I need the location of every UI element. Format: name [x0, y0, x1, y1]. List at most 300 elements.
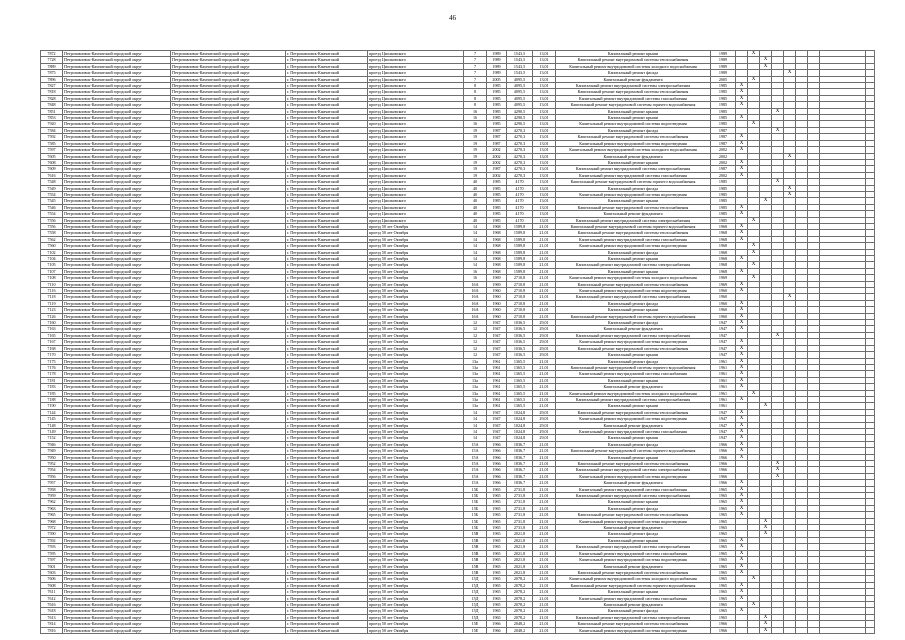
street-cell: проезд 50 лет Октября: [368, 236, 464, 242]
period-cell: 1947: [711, 320, 736, 326]
row-id-cell: 7816: [41, 627, 63, 633]
district-cell: Петропавловск-Камчатский городской округ: [63, 525, 171, 531]
house-cell: 15Б: [464, 499, 487, 505]
year-cell: 1965: [487, 569, 507, 575]
work-type-cell: Капитальный ремонт внутридомовой системы холодного водоснабжения: [556, 275, 711, 281]
mark-cell: X: [736, 422, 748, 428]
house-cell: 16: [464, 108, 487, 114]
city-cell: г. Петропавловск-Камчатский: [286, 550, 368, 556]
period-cell: 1985: [711, 95, 736, 101]
district-cell: Петропавловск-Камчатский городской округ: [63, 473, 171, 479]
street-cell: проезд 50 лет Октября: [368, 608, 464, 614]
street-cell: проезд 50 лет Октября: [368, 518, 464, 524]
city-cell: г. Петропавловск-Камчатский: [286, 191, 368, 197]
city-cell: г. Петропавловск-Камчатский: [286, 582, 368, 588]
district-cell: Петропавловск-Камчатский городской округ: [63, 576, 171, 582]
price-cell: 21,01: [533, 569, 556, 575]
work-type-cell: Капитальный ремонт внутридомовой системы горячего водоснабжения: [556, 364, 711, 370]
work-type-cell: Капитальный ремонт крыши: [556, 256, 711, 262]
period-cell: 1961: [711, 358, 736, 364]
work-type-cell: Капитальный ремонт крыши: [556, 589, 711, 595]
area-cell: 1036,5: [507, 332, 533, 338]
area-cell: 1836,7: [507, 480, 533, 486]
street-cell: проезд 50 лет Октября: [368, 493, 464, 499]
mark-cell: X: [736, 268, 748, 274]
mark-cell: X: [748, 601, 760, 607]
work-type-cell: Капитальный ремонт внутридомовой системы горячего водоснабжения: [556, 313, 711, 319]
district-cell: Петропавловск-Камчатский городской округ: [63, 467, 171, 473]
area-cell: 1036,5: [507, 326, 533, 332]
house-cell: 15В: [464, 550, 487, 556]
price-cell: 13,01: [533, 102, 556, 108]
house-cell: 15Д: [464, 608, 487, 614]
year-cell: 1965: [487, 601, 507, 607]
city-cell: г. Петропавловск-Камчатский: [286, 63, 368, 69]
house-cell: 19: [464, 140, 487, 146]
mark-cell: X: [736, 371, 748, 377]
row-id-cell: 7554: [41, 191, 63, 197]
street-cell: проезд 50 лет Октября: [368, 428, 464, 434]
year-cell: 1985: [487, 217, 507, 223]
street-cell: проезд Циолковского: [368, 198, 464, 204]
period-cell: 1947: [711, 435, 736, 441]
price-cell: 21,01: [533, 403, 556, 409]
mark-cell: X: [760, 63, 772, 69]
house-cell: 15Б: [464, 518, 487, 524]
area-cell: 2710,8: [507, 281, 533, 287]
work-type-cell: Капитальный ремонт внутридомовой системы электроснабжения: [556, 467, 711, 473]
house-cell: 14: [464, 409, 487, 415]
year-cell: 1989: [487, 63, 507, 69]
city-cell: г. Петропавловск-Камчатский: [286, 512, 368, 518]
area-cell: 1365,5: [507, 371, 533, 377]
mark-cell: X: [736, 512, 748, 518]
period-cell: 1960: [711, 313, 736, 319]
district-cell: Петропавловск-Камчатский городской округ: [171, 268, 286, 274]
city-cell: г. Петропавловск-Камчатский: [286, 115, 368, 121]
street-cell: проезд 50 лет Октября: [368, 275, 464, 281]
row-id-cell: 7968: [41, 518, 63, 524]
area-cell: 4290,5: [507, 108, 533, 114]
period-cell: 1947: [711, 339, 736, 345]
row-id-cell: 7946: [41, 441, 63, 447]
city-cell: г. Петропавловск-Камчатский: [286, 159, 368, 165]
house-cell: 15Б: [464, 512, 487, 518]
area-cell: 4170: [507, 179, 533, 185]
period-cell: 1947: [711, 332, 736, 338]
city-cell: г. Петропавловск-Камчатский: [286, 525, 368, 531]
district-cell: Петропавловск-Камчатский городской округ: [171, 339, 286, 345]
house-cell: 40: [464, 204, 487, 210]
area-cell: 2078,2: [507, 582, 533, 588]
city-cell: г. Петропавловск-Камчатский: [286, 134, 368, 140]
year-cell: 1961: [487, 364, 507, 370]
period-cell: 1989: [711, 51, 736, 57]
period-cell: 1968: [711, 249, 736, 255]
district-cell: Петропавловск-Камчатский городской округ: [171, 89, 286, 95]
year-cell: 1965: [487, 486, 507, 492]
mark-cell: X: [736, 544, 748, 550]
year-cell: 1985: [487, 121, 507, 127]
mark-cell: X: [760, 403, 772, 409]
price-cell: 13,01: [533, 51, 556, 57]
period-cell: 1985: [711, 115, 736, 121]
year-cell: 2002: [487, 147, 507, 153]
district-cell: Петропавловск-Камчатский городской округ: [171, 563, 286, 569]
street-cell: проезд Циолковского: [368, 89, 464, 95]
row-id-cell: 7954: [41, 467, 63, 473]
row-id-cell: 7595: [41, 550, 63, 556]
mark-cell: [784, 627, 796, 633]
work-type-cell: Капитальный ремонт внутридомовой системы электроснабжения: [556, 83, 711, 89]
row-id-cell: 7963: [41, 505, 63, 511]
area-cell: 1024,8: [507, 428, 533, 434]
district-cell: Петропавловск-Камчатский городской округ: [63, 358, 171, 364]
period-cell: 1961: [711, 384, 736, 390]
city-cell: г. Петропавловск-Камчатский: [286, 89, 368, 95]
mark-cell: X: [736, 230, 748, 236]
house-cell: 40: [464, 179, 487, 185]
period-cell: 1965: [711, 589, 736, 595]
house-cell: 15Д: [464, 589, 487, 595]
area-cell: 1024,8: [507, 409, 533, 415]
area-cell: 1589,8: [507, 256, 533, 262]
district-cell: Петропавловск-Камчатский городской округ: [63, 83, 171, 89]
period-cell: 1965: [711, 518, 736, 524]
area-cell: 2021,8: [507, 531, 533, 537]
district-cell: Петропавловск-Камчатский городской округ: [171, 70, 286, 76]
city-cell: г. Петропавловск-Камчатский: [286, 428, 368, 434]
row-id-cell: 7972: [41, 525, 63, 531]
mark-cell: [736, 627, 748, 633]
price-cell: 21,01: [533, 627, 556, 633]
price-cell: 21,01: [533, 614, 556, 620]
work-type-cell: Капитальный ремонт фасада: [556, 249, 711, 255]
work-type-cell: Капитальный ремонт крыши: [556, 307, 711, 313]
city-cell: г. Петропавловск-Камчатский: [286, 518, 368, 524]
district-cell: Петропавловск-Камчатский городской округ: [171, 121, 286, 127]
row-id-cell: 7149: [41, 428, 63, 434]
house-cell: 13а: [464, 358, 487, 364]
year-cell: 1966: [487, 461, 507, 467]
area-cell: 1024,8: [507, 422, 533, 428]
work-type-cell: Капитальный ремонт внутридомовой системы холодного водоснабжения: [556, 63, 711, 69]
district-cell: Петропавловск-Камчатский городской округ: [63, 57, 171, 63]
city-cell: г. Петропавловск-Камчатский: [286, 185, 368, 191]
mark-cell: X: [736, 537, 748, 543]
work-type-cell: Капитальный ремонт фундамента: [556, 384, 711, 390]
row-id-cell: 7123: [41, 307, 63, 313]
year-cell: 1985: [487, 204, 507, 210]
district-cell: Петропавловск-Камчатский городской округ: [63, 512, 171, 518]
street-cell: проезд Циолковского: [368, 134, 464, 140]
work-type-cell: Капитальный ремонт внутридомовой системы электроснабжения: [556, 544, 711, 550]
mark-cell: X: [784, 185, 796, 191]
price-cell: 13,01: [533, 153, 556, 159]
row-id-cell: 7554: [41, 211, 63, 217]
year-cell: 1989: [487, 70, 507, 76]
house-cell: 13а: [464, 364, 487, 370]
period-cell: 1947: [711, 422, 736, 428]
district-cell: Петропавловск-Камчатский городской округ: [171, 621, 286, 627]
work-type-cell: Капитальный ремонт крыши: [556, 268, 711, 274]
city-cell: г. Петропавловск-Камчатский: [286, 461, 368, 467]
price-cell: 21,01: [533, 230, 556, 236]
district-cell: Петропавловск-Камчатский городской округ: [171, 281, 286, 287]
house-cell: 13а: [464, 384, 487, 390]
work-type-cell: Капитальный ремонт внутридомовой системы теплоснабжения: [556, 345, 711, 351]
price-cell: 21,01: [533, 608, 556, 614]
district-cell: Петропавловск-Камчатский городской округ: [63, 441, 171, 447]
price-cell: 29,01: [533, 428, 556, 434]
price-cell: 13,01: [533, 108, 556, 114]
city-cell: г. Петропавловск-Камчатский: [286, 83, 368, 89]
row-id-cell: 7107: [41, 268, 63, 274]
street-cell: проезд Циолковского: [368, 51, 464, 57]
row-id-cell: 7828: [41, 95, 63, 101]
district-cell: Петропавловск-Камчатский городской округ: [63, 339, 171, 345]
district-cell: Петропавловск-Камчатский городской округ: [171, 480, 286, 486]
city-cell: г. Петропавловск-Камчатский: [286, 223, 368, 229]
period-cell: 1961: [711, 371, 736, 377]
area-cell: 1836,7: [507, 441, 533, 447]
year-cell: 1968: [487, 256, 507, 262]
period-cell: 2002: [711, 153, 736, 159]
period-cell: 1989: [711, 63, 736, 69]
city-cell: г. Петропавловск-Камчатский: [286, 409, 368, 415]
mark-cell: X: [736, 320, 748, 326]
mark-cell: X: [748, 275, 760, 281]
city-cell: г. Петропавловск-Камчатский: [286, 288, 368, 294]
year-cell: 1947: [487, 339, 507, 345]
year-cell: 1947: [487, 352, 507, 358]
year-cell: 1985: [487, 108, 507, 114]
area-cell: 2731,8: [507, 486, 533, 492]
work-type-cell: Капитальный ремонт внутридомовой системы водоотведения: [556, 121, 711, 127]
area-cell: 1589,8: [507, 230, 533, 236]
street-cell: проезд Циолковского: [368, 102, 464, 108]
work-type-cell: Капитальный ремонт фасада: [556, 320, 711, 326]
city-cell: г. Петропавловск-Камчатский: [286, 294, 368, 300]
price-cell: 13,01: [533, 76, 556, 82]
mark-cell: X: [760, 518, 772, 524]
row-id-cell: 7545: [41, 198, 63, 204]
area-cell: 2021,8: [507, 550, 533, 556]
area-cell: 1589,8: [507, 223, 533, 229]
work-type-cell: Капитальный ремонт внутридомовой системы теплоснабжения: [556, 89, 711, 95]
work-type-cell: Капитальный ремонт внутридомовой системы водоотведения: [556, 518, 711, 524]
year-cell: 1966: [487, 454, 507, 460]
city-cell: г. Петропавловск-Камчатский: [286, 326, 368, 332]
period-cell: 1966: [711, 448, 736, 454]
city-cell: г. Петропавловск-Камчатский: [286, 243, 368, 249]
house-cell: 15А: [464, 480, 487, 486]
street-cell: проезд 50 лет Октября: [368, 537, 464, 543]
price-cell: 21,01: [533, 377, 556, 383]
price-cell: 21,01: [533, 550, 556, 556]
price-cell: 21,01: [533, 384, 556, 390]
work-type-cell: Капитальный ремонт фундамента: [556, 480, 711, 486]
area-cell: 1365,5: [507, 364, 533, 370]
work-type-cell: Капитальный ремонт фундамента: [556, 211, 711, 217]
mark-cell: X: [736, 95, 748, 101]
price-cell: 21,01: [533, 461, 556, 467]
area-cell: 1589,8: [507, 236, 533, 242]
mark-cell: X: [736, 89, 748, 95]
work-type-cell: Капитальный ремонт фасада: [556, 70, 711, 76]
street-cell: проезд Циолковского: [368, 147, 464, 153]
street-cell: проезд 50 лет Октября: [368, 352, 464, 358]
street-cell: проезд Циолковского: [368, 108, 464, 114]
area-cell: 4270,3: [507, 147, 533, 153]
capital-repair-register-sheet: [40, 50, 875, 633]
house-cell: 15В: [464, 557, 487, 563]
street-cell: проезд 50 лет Октября: [368, 557, 464, 563]
district-cell: Петропавловск-Камчатский городской округ: [63, 493, 171, 499]
year-cell: 1947: [487, 332, 507, 338]
mark-cell: X: [760, 525, 772, 531]
district-cell: Петропавловск-Камчатский городской округ: [171, 159, 286, 165]
period-cell: 1965: [711, 499, 736, 505]
period-cell: 1966: [711, 621, 736, 627]
district-cell: Петропавловск-Камчатский городской округ: [171, 76, 286, 82]
area-cell: 4270,3: [507, 140, 533, 146]
street-cell: проезд 50 лет Октября: [368, 249, 464, 255]
city-cell: г. Петропавловск-Камчатский: [286, 320, 368, 326]
city-cell: г. Петропавловск-Камчатский: [286, 441, 368, 447]
area-cell: 2710,8: [507, 294, 533, 300]
row-id-cell: 7593: [41, 544, 63, 550]
row-id-cell: 7875: [41, 70, 63, 76]
work-type-cell: Капитальный ремонт крыши: [556, 108, 711, 114]
year-cell: 1965: [487, 563, 507, 569]
mark-cell: X: [760, 621, 772, 627]
price-cell: 13,01: [533, 217, 556, 223]
city-cell: г. Петропавловск-Камчатский: [286, 140, 368, 146]
district-cell: Петропавловск-Камчатский городской округ: [171, 550, 286, 556]
street-cell: проезд Циолковского: [368, 179, 464, 185]
street-cell: проезд 50 лет Октября: [368, 461, 464, 467]
period-cell: 1961: [711, 377, 736, 383]
city-cell: г. Петропавловск-Камчатский: [286, 371, 368, 377]
area-cell: 4095,5: [507, 83, 533, 89]
area-cell: 2710,8: [507, 275, 533, 281]
row-id-cell: 7827: [41, 83, 63, 89]
area-cell: 2731,8: [507, 493, 533, 499]
house-cell: 16: [464, 275, 487, 281]
year-cell: 1989: [487, 57, 507, 63]
street-cell: проезд 50 лет Октября: [368, 621, 464, 627]
city-cell: г. Петропавловск-Камчатский: [286, 307, 368, 313]
district-cell: Петропавловск-Камчатский городской округ: [171, 505, 286, 511]
city-cell: г. Петропавловск-Камчатский: [286, 313, 368, 319]
price-cell: 21,01: [533, 589, 556, 595]
work-type-cell: Капитальный ремонт внутридомовой системы теплоснабжения: [556, 204, 711, 210]
mark-cell: X: [736, 480, 748, 486]
mark-cell: X: [736, 147, 748, 153]
period-cell: 1965: [711, 493, 736, 499]
district-cell: Петропавловск-Камчатский городской округ: [171, 83, 286, 89]
area-cell: 1836,7: [507, 454, 533, 460]
row-id-cell: 7612: [41, 595, 63, 601]
work-type-cell: Капитальный ремонт внутридомовой системы водоотведения: [556, 191, 711, 197]
house-cell: 16А: [464, 313, 487, 319]
row-id-cell: 7603: [41, 569, 63, 575]
year-cell: 1985: [487, 198, 507, 204]
district-cell: Петропавловск-Камчатский городской округ: [63, 294, 171, 300]
district-cell: Петропавловск-Камчатский городской округ: [63, 140, 171, 146]
district-cell: Петропавловск-Камчатский городской округ: [63, 288, 171, 294]
district-cell: Петропавловск-Камчатский городской округ: [63, 115, 171, 121]
mark-cell: X: [772, 332, 784, 338]
mark-cell: X: [736, 448, 748, 454]
street-cell: проезд Циолковского: [368, 70, 464, 76]
work-type-cell: Капитальный ремонт внутридомовой системы газоснабжения: [556, 428, 711, 434]
district-cell: Петропавловск-Камчатский городской округ: [63, 403, 171, 409]
row-id-cell: 7965: [41, 512, 63, 518]
mark-cell: X: [772, 179, 784, 185]
area-cell: 1836,7: [507, 448, 533, 454]
district-cell: Петропавловск-Камчатский городской округ: [63, 166, 171, 172]
mark-cell: X: [748, 262, 760, 268]
district-cell: Петропавловск-Камчатский городской округ: [171, 57, 286, 63]
district-cell: Петропавловск-Камчатский городской округ: [63, 396, 171, 402]
city-cell: г. Петропавловск-Камчатский: [286, 102, 368, 108]
city-cell: г. Петропавловск-Камчатский: [286, 499, 368, 505]
district-cell: Петропавловск-Камчатский городской округ: [171, 332, 286, 338]
street-cell: проезд 50 лет Октября: [368, 601, 464, 607]
work-type-cell: Капитальный ремонт внутридомовой системы электроснабжения: [556, 262, 711, 268]
row-id-cell: 7181: [41, 377, 63, 383]
mark-cell: X: [736, 134, 748, 140]
district-cell: Петропавловск-Камчатский городской округ: [171, 416, 286, 422]
street-cell: проезд Циолковского: [368, 57, 464, 63]
price-cell: 21,01: [533, 454, 556, 460]
work-type-cell: Капитальный ремонт крыши: [556, 435, 711, 441]
house-cell: 14: [464, 256, 487, 262]
work-type-cell: Капитальный ремонт внутридомовой системы теплоснабжения: [556, 461, 711, 467]
house-cell: 13а: [464, 396, 487, 402]
work-type-cell: Капитальный ремонт внутридомовой системы электроснабжения: [556, 396, 711, 402]
district-cell: Петропавловск-Камчатский городской округ: [63, 595, 171, 601]
district-cell: Петропавловск-Камчатский городской округ: [63, 268, 171, 274]
mark-cell: X: [772, 467, 784, 473]
street-cell: проезд Циолковского: [368, 140, 464, 146]
year-cell: 1947: [487, 416, 507, 422]
period-cell: 1961: [711, 396, 736, 402]
period-cell: 2002: [711, 159, 736, 165]
district-cell: Петропавловск-Камчатский городской округ: [171, 262, 286, 268]
street-cell: проезд 50 лет Октября: [368, 288, 464, 294]
district-cell: Петропавловск-Камчатский городской округ: [63, 621, 171, 627]
area-cell: 1365,5: [507, 403, 533, 409]
district-cell: Петропавловск-Камчатский городской округ: [63, 179, 171, 185]
district-cell: Петропавловск-Камчатский городской округ: [63, 51, 171, 57]
street-cell: проезд 50 лет Октября: [368, 377, 464, 383]
district-cell: Петропавловск-Камчатский городской округ: [63, 326, 171, 332]
work-type-cell: Капитальный ремонт фасада: [556, 300, 711, 306]
city-cell: г. Петропавловск-Камчатский: [286, 563, 368, 569]
district-cell: Петропавловск-Камчатский городской округ: [171, 525, 286, 531]
row-id-cell: 7104: [41, 256, 63, 262]
mark-cell: X: [772, 127, 784, 133]
district-cell: Петропавловск-Камчатский городской округ: [171, 595, 286, 601]
price-cell: 21,01: [533, 294, 556, 300]
period-cell: 2002: [711, 172, 736, 178]
row-id-cell: 7896: [41, 76, 63, 82]
work-type-cell: Капитальный ремонт крыши: [556, 352, 711, 358]
mark-cell: [748, 627, 760, 633]
